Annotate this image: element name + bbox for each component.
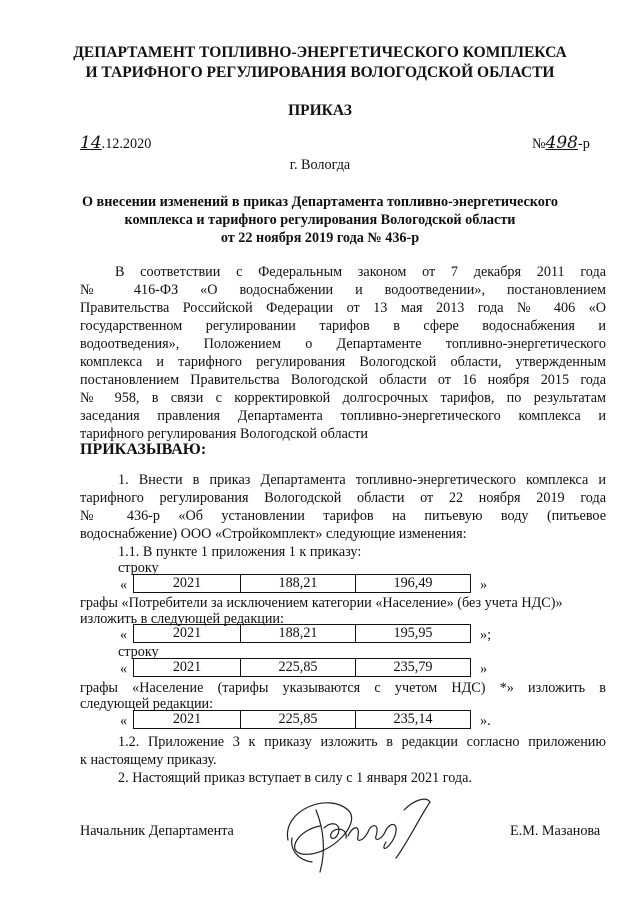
cell-tariff-1: 188,21 — [241, 575, 356, 593]
quote-open: « — [120, 627, 128, 643]
signature-image — [268, 780, 458, 880]
preamble-line: № 416-ФЗ «О водоснабжении и водоотведении», постановлением — [80, 282, 606, 298]
word-row-1: строку — [118, 560, 159, 576]
number-prefix: № — [532, 136, 546, 152]
quote-close: » — [480, 577, 488, 593]
document-type: ПРИКАЗ — [288, 102, 352, 119]
cell-tariff-1: 225,85 — [241, 659, 356, 677]
preamble-line: № 958, в связи с корректировкой долгосрочных тарифов, по результатам — [80, 390, 606, 406]
title-line1: О внесении изменений в приказ Департамента топливно-энергетического — [81, 194, 559, 210]
preamble-line: В соответствии с Федеральным законом от 7 декабря 2011 года — [115, 264, 606, 280]
title-line3: от 22 ноября 2019 года № 436-р — [220, 230, 420, 246]
cell-tariff-1: 225,85 — [241, 711, 356, 729]
item12-line: к настоящему приказу. — [80, 752, 217, 768]
quote-close-semicolon: »; — [480, 627, 492, 643]
order-date — [80, 134, 151, 153]
quote-open: « — [120, 661, 128, 677]
col2-text-line: следующей редакции: — [80, 696, 214, 712]
number-suffix: -р — [578, 136, 590, 152]
cell-year: 2021 — [134, 575, 241, 593]
cell-tariff-2: 235,14 — [356, 711, 471, 729]
signatory-position: Начальник Департамента — [80, 823, 234, 839]
quote-open: « — [120, 713, 128, 729]
preamble-line: комплекса и тарифного регулирования Вологодской области, утвержденным — [80, 354, 606, 370]
quote-close-dot: ». — [480, 713, 491, 729]
preamble-line: постановлением Правительства Вологодской области от 16 ноября 2015 года — [80, 372, 606, 388]
preamble-line: водоотведения», Положением о Департаменте топливно-энергетического — [80, 336, 606, 352]
item1-line: 1. Внести в приказ Департамента топливно-энергетического комплекса и — [118, 472, 606, 488]
item1-line: тарифного регулирования Вологодской области от 22 ноября 2019 года — [80, 490, 606, 506]
tariff-row-1 — [133, 574, 471, 593]
item11-text: 1.1. В пункте 1 приложения 1 к приказу: — [118, 544, 362, 560]
signatory-name: Е.М. Мазанова — [510, 823, 601, 839]
preamble-line: Правительства Российской Федерации от 13 мая 2013 года № 406 «О — [80, 300, 606, 316]
preamble-line: тарифного регулирования Вологодской области — [80, 426, 368, 442]
date-rest: .12.2020 — [101, 136, 152, 152]
number-handwritten: 498 — [545, 133, 578, 153]
col1-text-line: графы «Потребители за исключением категории «Население» (без учета НДС)» — [80, 595, 563, 611]
cell-tariff-1: 188,21 — [241, 625, 356, 643]
order-number — [532, 134, 590, 153]
item1-line: № 436-р «Об установлении тарифов на питьевую воду (питьевое — [80, 508, 606, 524]
department-title-line1: ДЕПАРТАМЕНТ ТОПЛИВНО-ЭНЕРГЕТИЧЕСКОГО КОМПЛЕКСА — [73, 44, 567, 61]
tariff-row-2 — [133, 624, 471, 643]
preamble-line: заседания правления Департамента топливно-энергетического комплекса и — [80, 408, 606, 424]
cell-tariff-2: 196,49 — [356, 575, 471, 593]
col1-text-line: изложить в следующей редакции: — [80, 611, 284, 627]
order-word: ПРИКАЗЫВАЮ: — [80, 441, 207, 458]
tariff-row-4 — [133, 710, 471, 729]
quote-close: » — [480, 661, 488, 677]
item1-line: водоснабжение) ООО «Стройкомплект» следующие изменения: — [80, 526, 467, 542]
col2-text-line: графы «Население (тарифы указываются с учетом НДС) *» изложить в — [80, 680, 606, 696]
word-row-2: строку — [118, 644, 159, 660]
city: г. Вологда — [289, 157, 351, 173]
preamble-line: государственном регулировании тарифов в сфере водоснабжения и — [80, 318, 606, 334]
cell-year: 2021 — [134, 711, 241, 729]
cell-year: 2021 — [134, 659, 241, 677]
quote-open: « — [120, 577, 128, 593]
item2-text: 2. Настоящий приказ вступает в силу с 1 января 2021 года. — [118, 770, 472, 786]
department-title-line2: И ТАРИФНОГО РЕГУЛИРОВАНИЯ ВОЛОГОДСКОЙ ОБЛАСТИ — [85, 64, 555, 81]
cell-year: 2021 — [134, 625, 241, 643]
item12-line: 1.2. Приложение 3 к приказу изложить в редакции согласно приложению — [118, 734, 606, 750]
cell-tariff-2: 195,95 — [356, 625, 471, 643]
tariff-row-3 — [133, 658, 471, 677]
date-day-handwritten: 14 — [80, 133, 102, 153]
title-line2: комплекса и тарифного регулирования Вологодской области — [124, 212, 516, 228]
cell-tariff-2: 235,79 — [356, 659, 471, 677]
